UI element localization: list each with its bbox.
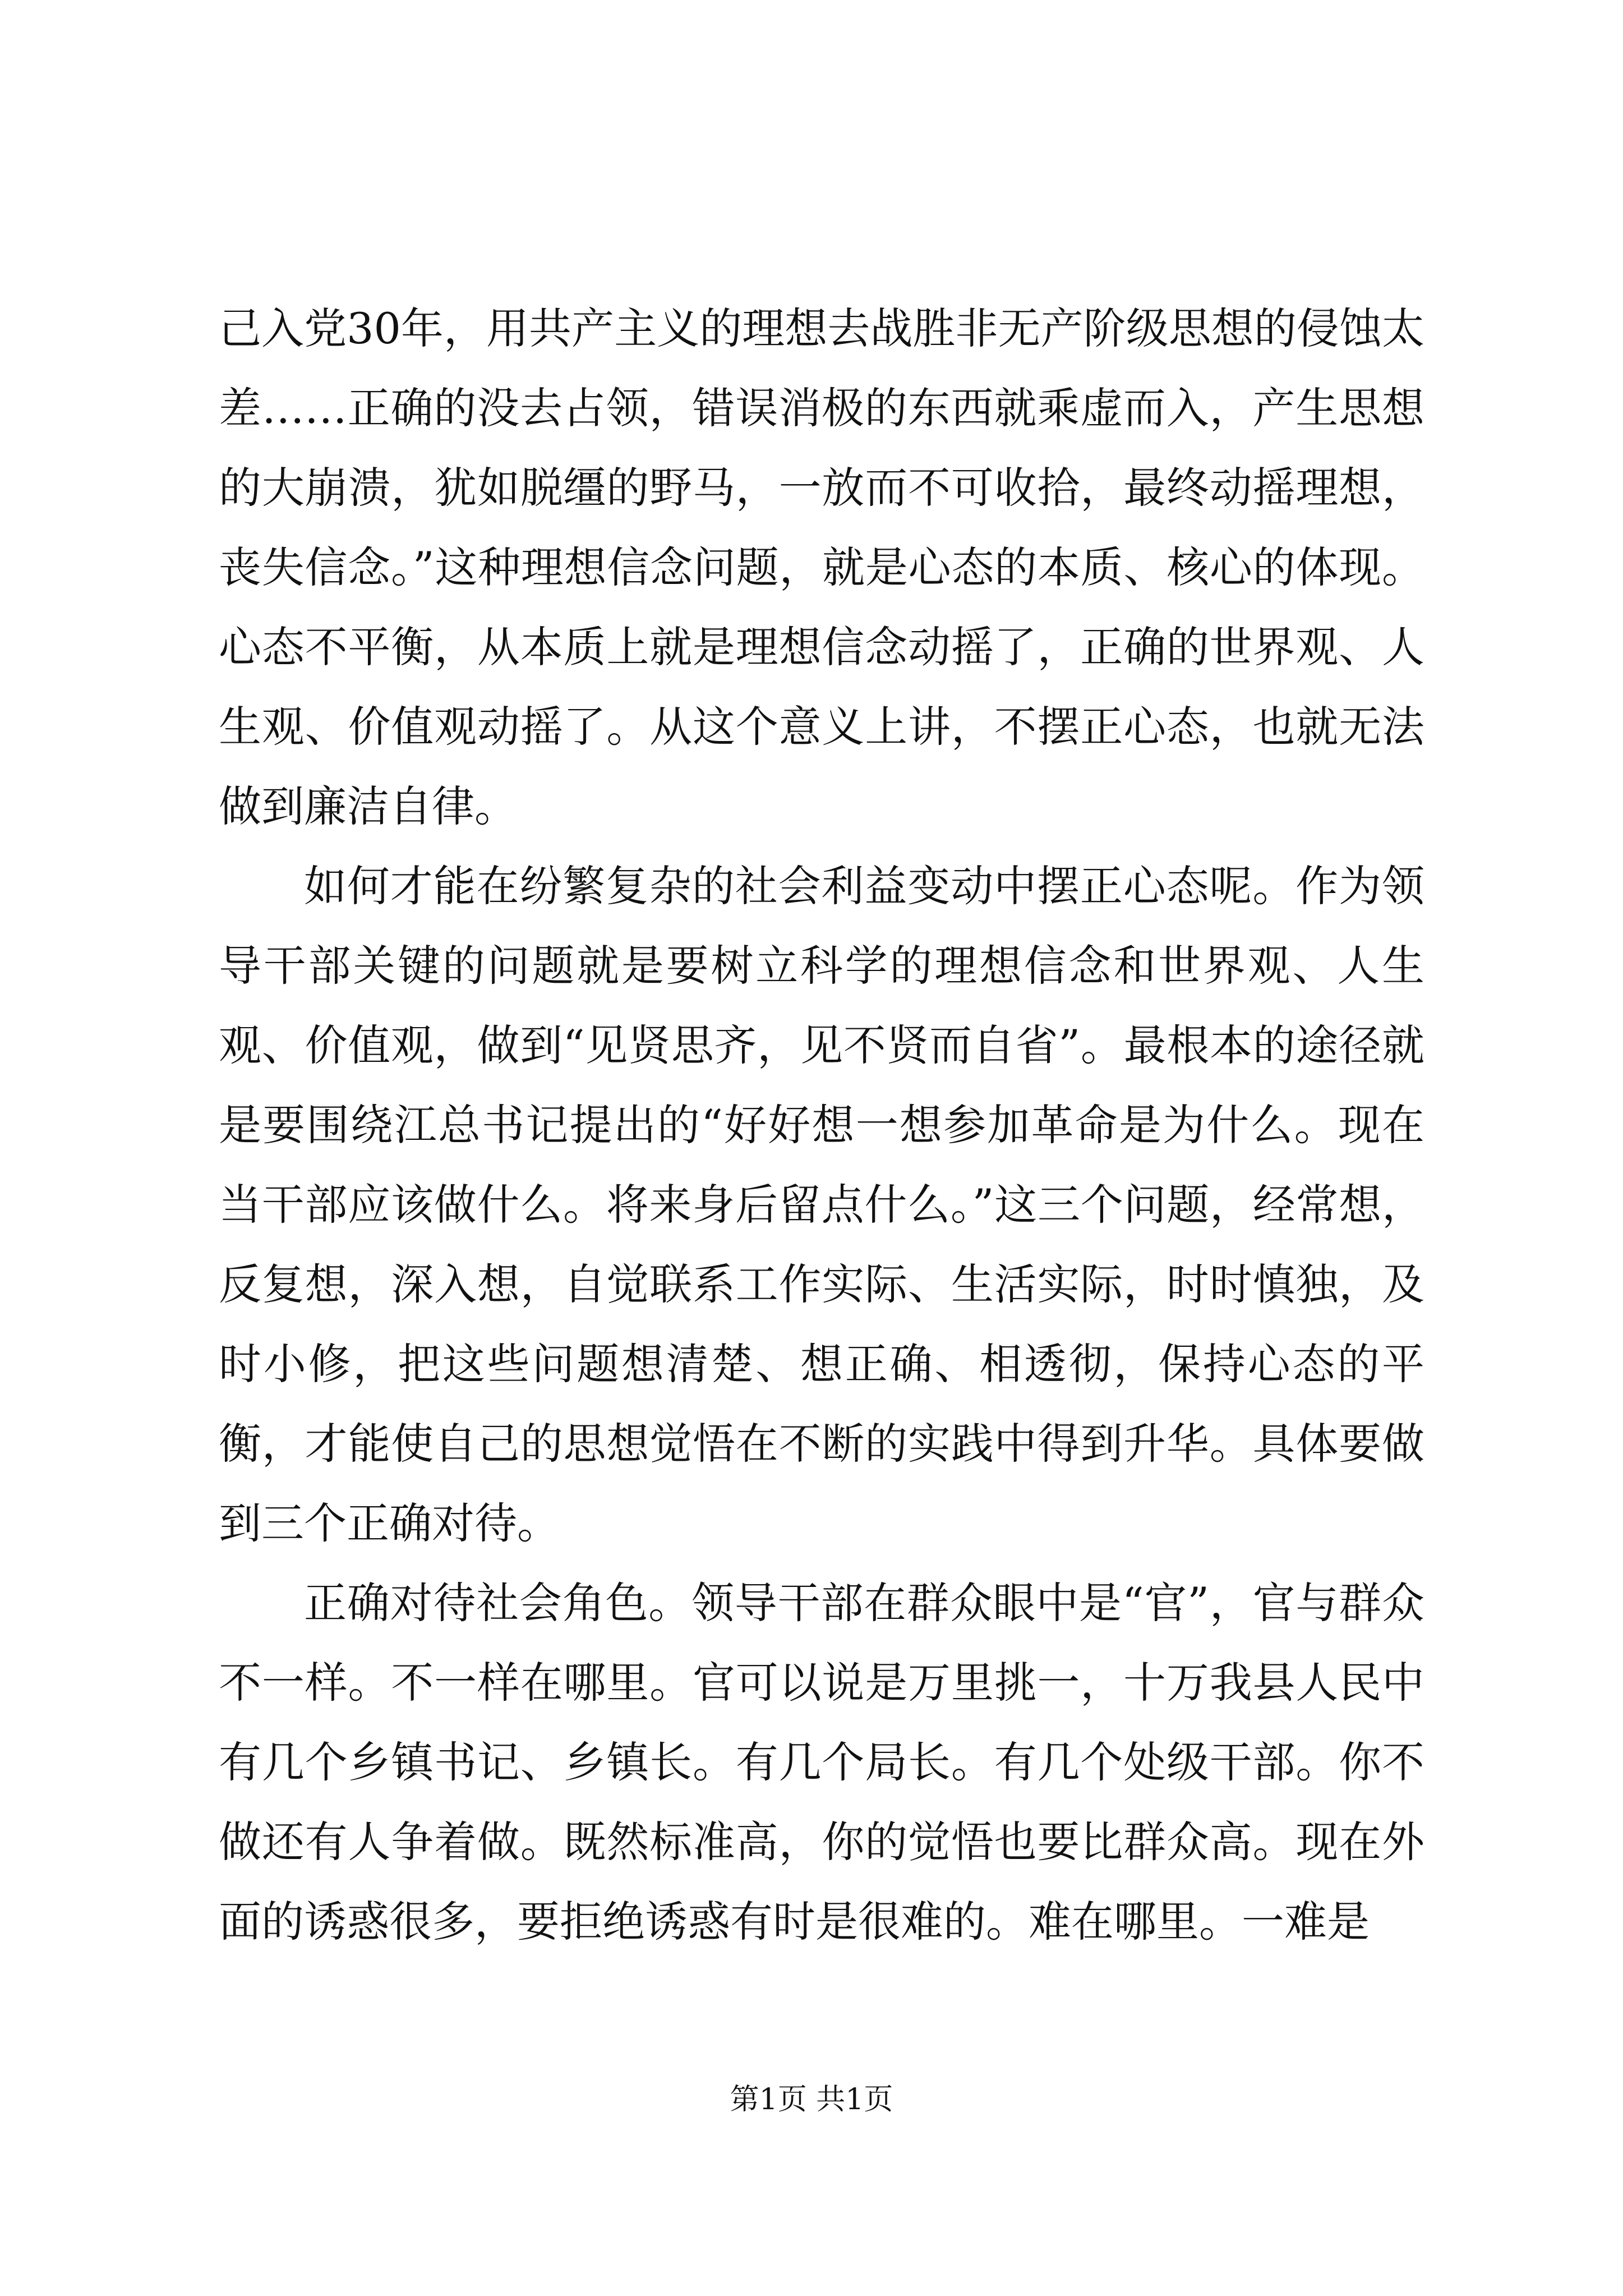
paragraph-3: 正确对待社会角色。领导干部在群众眼中是“官”，官与群众不一样。不一样在哪里。官可以说是万里挑一，十万我县人民中有几个乡镇书记、乡镇长。有几个局长。有几个处级干部。你不做还有人争着做。既然标准高，你的觉悟也要比群众高。现在外面的诱惑很多，要拒绝诱惑有时是很难的。难在哪里。一难是 bbox=[219, 1578, 1424, 1947]
paragraph-1: 己入党30年，用共产主义的理想去战胜非无产阶级思想的侵蚀太差……正确的没去占领，错误消极的东西就乘虚而入，产生思想的大崩溃，犹如脱缰的野马，一放而不可收拾，最终动摇理想，丧失信念。”这种理想信念问题，就是心态的本质、核心的体现。心态不平衡，从本质上就是理想信念动摇了，正确的世界观、人生观、价值观动摇了。从这个意义上讲，不摆正心态，也就无法做到廉洁自律。 bbox=[219, 303, 1424, 831]
page-footer: 第1页 共1页 bbox=[730, 2083, 893, 2116]
document-body bbox=[219, 289, 1424, 1962]
paragraph-2: 如何才能在纷繁复杂的社会利益变动中摆正心态呢。作为领导干部关键的问题就是要树立科学的理想信念和世界观、人生观、价值观，做到“见贤思齐，见不贤而自省”。最根本的途径就是要围绕江总书记提出的“好好想一想参加革命是为什么。现在当干部应该做什么。将来身后留点什么。”这三个问题，经常想，反复想，深入想，自觉联系工作实际、生活实际，时时慎独，及时小修，把这些问题想清楚、想正确、相透彻，保持心态的平衡，才能使自己的思想觉悟在不断的实践中得到升华。具体要做到三个正确对待。 bbox=[219, 861, 1424, 1548]
